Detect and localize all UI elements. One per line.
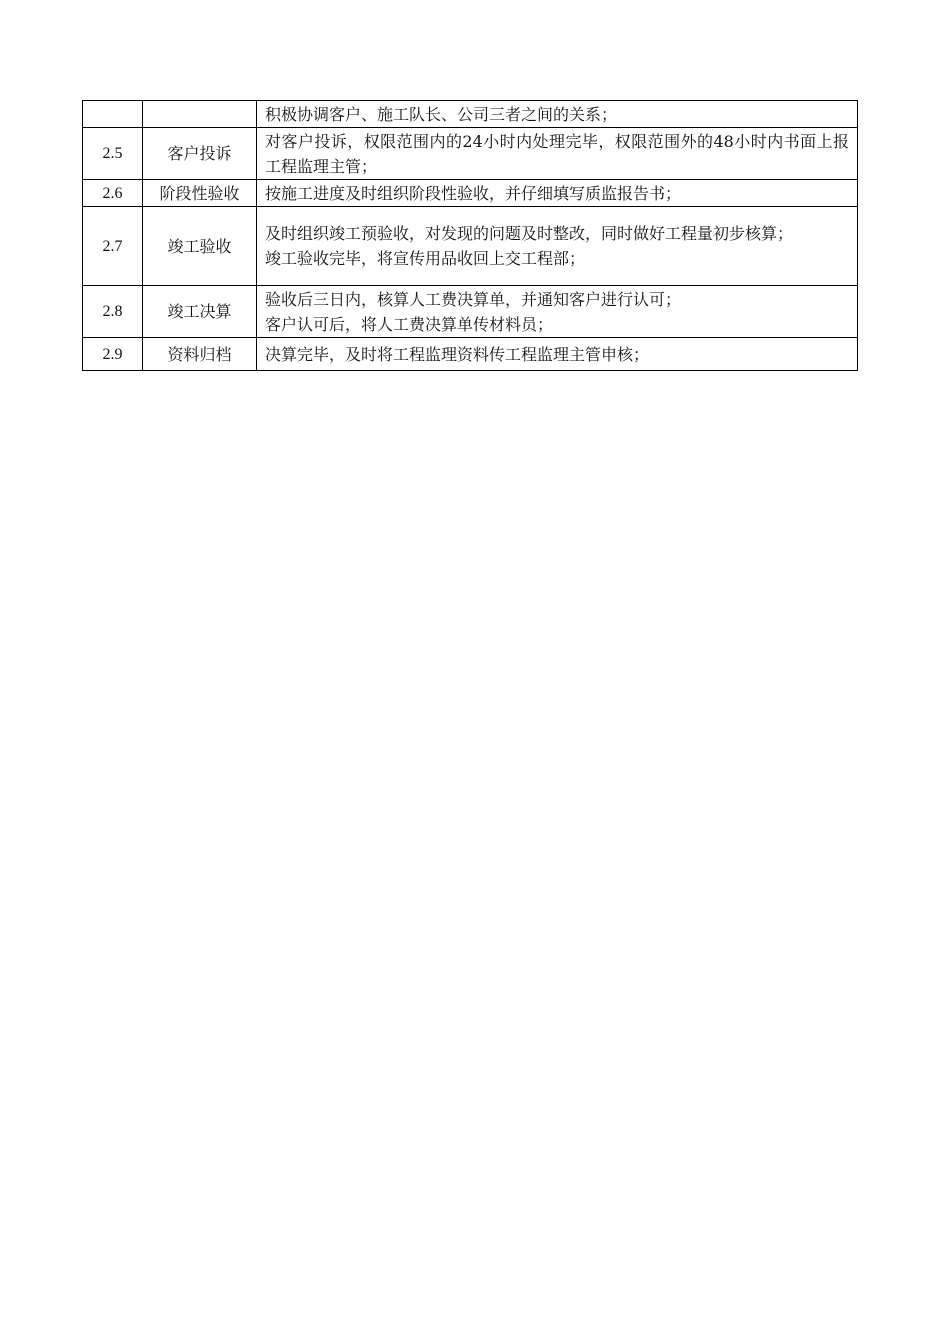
row-number: 2.9	[83, 338, 143, 371]
description-line: 决算完毕，及时将工程监理资料传工程监理主管申核；	[265, 344, 650, 364]
row-item-name: 资料归档	[143, 338, 257, 371]
table-row	[83, 128, 858, 180]
row-number: 2.7	[83, 207, 143, 286]
table-row	[83, 101, 858, 128]
row-description	[257, 101, 858, 128]
description-line: 客户认可后，将人工费决算单传材料员；	[265, 314, 554, 334]
row-description	[257, 338, 858, 371]
table-row	[83, 286, 858, 338]
row-item-name: 竣工验收	[143, 207, 257, 286]
description-line: 及时组织竣工预验收，对发现的问题及时整改，同时做好工程量初步核算；	[265, 224, 794, 243]
row-description	[257, 286, 858, 338]
row-description	[257, 180, 858, 207]
table-row	[83, 180, 858, 207]
description-line: 竣工验收完毕，将宣传用品收回上交工程部；	[265, 249, 586, 268]
row-number: 2.8	[83, 286, 143, 338]
row-item-name: 客户投诉	[143, 128, 257, 180]
table-row	[83, 338, 858, 371]
row-number: 2.6	[83, 180, 143, 207]
table-row	[83, 207, 858, 286]
row-item-name: 阶段性验收	[143, 180, 257, 207]
description-line: 对客户投诉，权限范围内的24小时内处理完毕，权限范围外的48小时内书面上报工程监理主管；	[265, 131, 849, 176]
procedure-table	[82, 100, 858, 371]
row-number	[83, 101, 143, 128]
description-line: 按施工进度及时组织阶段性验收，并仔细填写质监报告书；	[265, 183, 682, 203]
row-item-name: 竣工决算	[143, 286, 257, 338]
description-line: 验收后三日内，核算人工费决算单，并通知客户进行认可；	[265, 289, 682, 309]
row-item-name	[143, 101, 257, 128]
row-number: 2.5	[83, 128, 143, 180]
description-line: 积极协调客户、施工队长、公司三者之间的关系；	[265, 104, 618, 124]
row-description	[257, 207, 858, 286]
row-description	[257, 128, 858, 180]
